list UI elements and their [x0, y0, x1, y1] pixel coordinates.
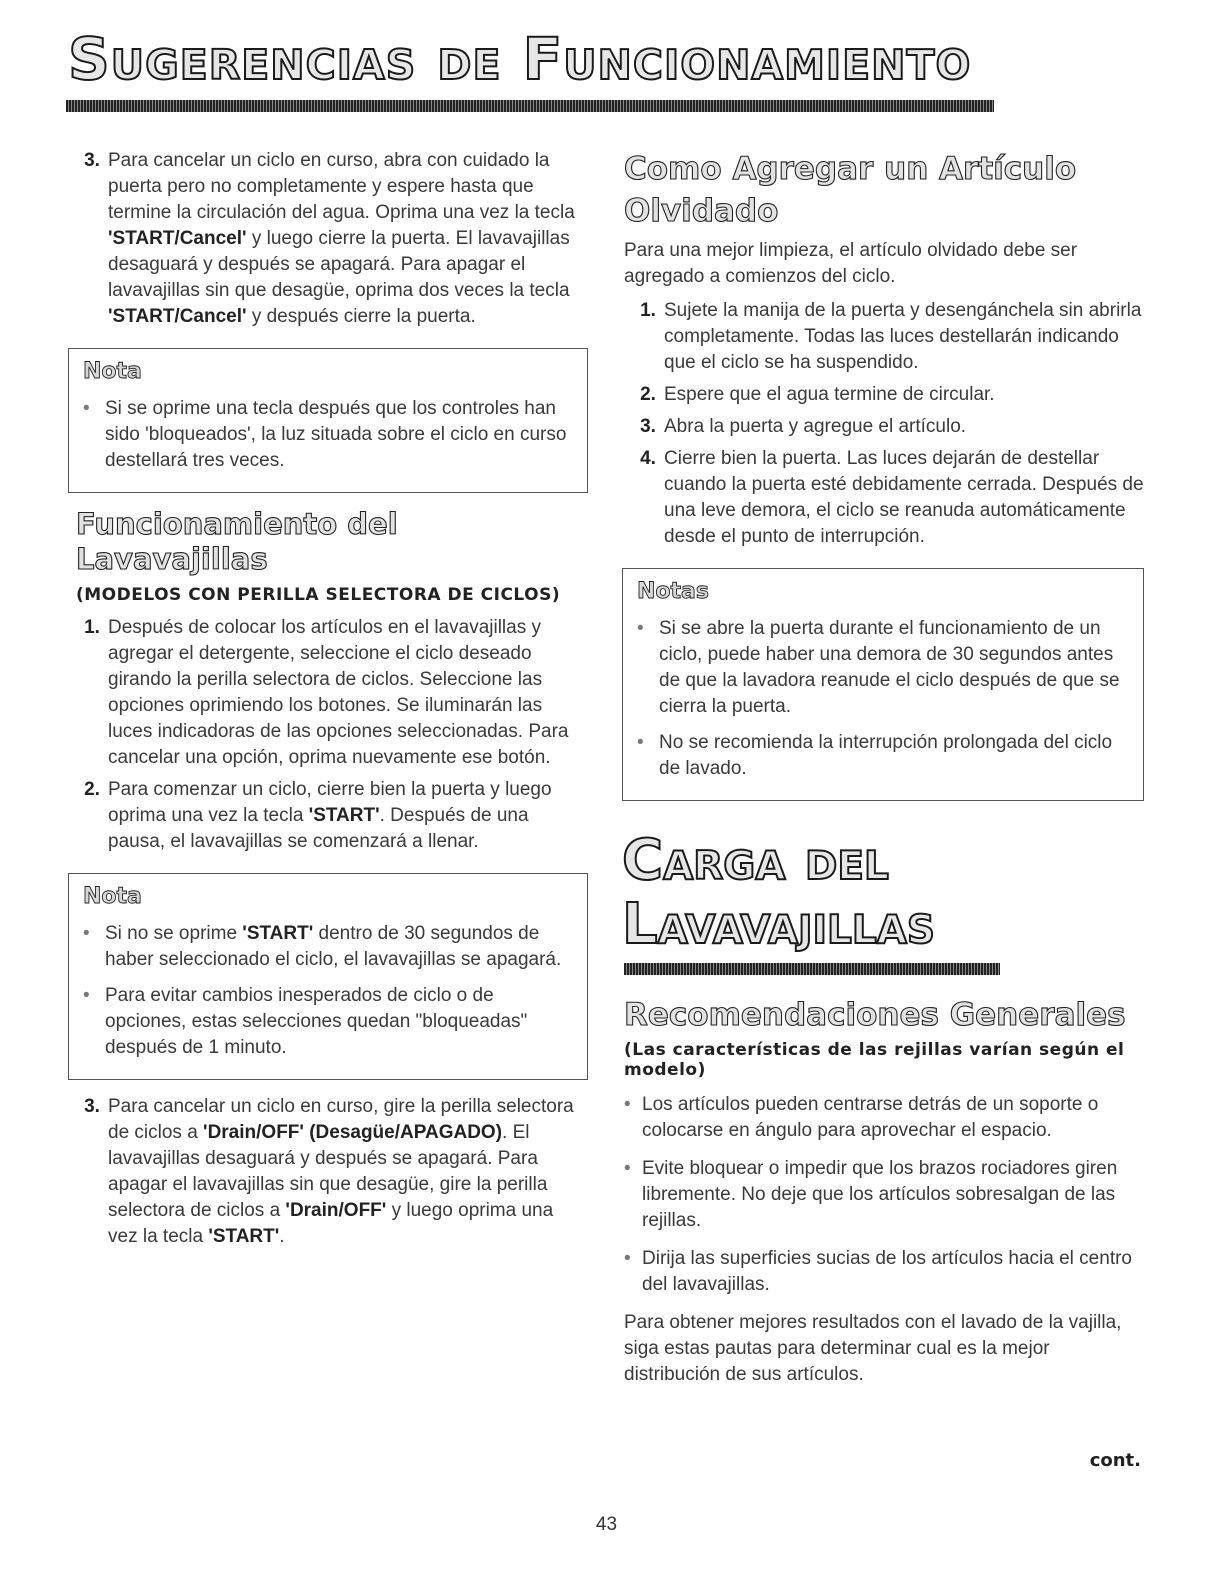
- list-item: [76, 615, 588, 771]
- item-text: Evite bloquear o impedir que los brazos rociadores giren libremente. No deje que los artículos sobresalgan de las rejillas.: [642, 1158, 1118, 1232]
- note-list: [637, 616, 1129, 782]
- note-box: [68, 873, 588, 1080]
- note-text: [105, 921, 573, 973]
- note-item: [637, 616, 1129, 720]
- text-run: y luego cierre la puerta. El lavavajillas desaguará y después se apagará. Para apagar el lavavajillas sin que desagüe, oprima dos veces la tecla: [108, 228, 570, 301]
- note-text: No se recomienda la interrupción prolongada del ciclo de lavado.: [659, 732, 1113, 779]
- chapter-title-line: Carga del: [622, 828, 889, 893]
- step-text: Espere que el agua termine de circular.: [664, 384, 995, 405]
- bullet-icon: •: [83, 398, 90, 419]
- section-subtitle: (MODELOS CON PERILLA SELECTORA DE CICLOS): [76, 584, 561, 605]
- list-item: [624, 1092, 1144, 1144]
- step-number: 3.: [84, 1095, 100, 1117]
- forgotten-item-steps: [624, 298, 1144, 550]
- bullet-icon: •: [83, 922, 90, 944]
- note-title: Notas: [637, 579, 709, 604]
- text-run: .: [279, 1225, 285, 1247]
- item-text: Dirija las superficies sucias de los artículos hacia el centro del lavavajillas.: [642, 1248, 1132, 1296]
- text-run: y luego oprima una vez la tecla: [108, 1199, 554, 1247]
- list-item: [624, 1246, 1144, 1298]
- note-text: Si se oprime una tecla después que los controles han sido 'bloqueados', la luz situada sobre el ciclo en curso destellará tres veces.: [105, 398, 567, 471]
- step-number: 2.: [84, 778, 100, 800]
- note-title: Nota: [83, 883, 142, 909]
- bullet-icon: •: [624, 1158, 631, 1180]
- list-item: [632, 382, 1144, 408]
- step-text: Abra la puerta y agregue el artículo.: [664, 416, 967, 437]
- left-column: [76, 148, 588, 1256]
- key-label: 'START': [242, 922, 314, 944]
- recommendations-list: [624, 1092, 1144, 1298]
- notes-box: [622, 568, 1144, 801]
- step-number: 2.: [640, 384, 656, 405]
- text-run: y después cierre la puerta.: [246, 306, 476, 327]
- list-item: [632, 298, 1144, 376]
- step-number: 1.: [640, 300, 656, 321]
- key-label: 'START/Cancel': [108, 228, 247, 249]
- note-list: [83, 396, 573, 474]
- step-text: [108, 1094, 588, 1250]
- step-text: [108, 148, 588, 330]
- text-run: Para cancelar un ciclo en curso, gire la perilla selectora de ciclos a: [108, 1095, 574, 1143]
- cancel-steps: [76, 1094, 588, 1250]
- list-item: [632, 414, 1144, 440]
- page-number: 43: [595, 1514, 618, 1535]
- chapter-rule: [624, 963, 1000, 975]
- key-label: 'Drain/OFF': [285, 1199, 387, 1221]
- section-title: Recomendaciones Generales: [624, 997, 1126, 1033]
- note-text: Si se abre la puerta durante el funcionamiento de un ciclo, puede haber una demora de 30 segundos antes de que la lavadora reanude el ciclo después de que se cierra la puerta.: [659, 618, 1120, 717]
- note-item: [83, 983, 573, 1061]
- page-title: [68, 25, 972, 93]
- text-run: Para cancelar un ciclo en curso, abra con cuidado la puerta pero no completamente y espere hasta que termine la circulación del agua. Oprima una vez la tecla: [108, 150, 575, 223]
- step-text: [108, 777, 588, 855]
- bullet-icon: •: [637, 618, 644, 639]
- text-run: . Después de una pausa, el lavavajillas se comenzará a llenar.: [108, 804, 529, 852]
- step-number: 4.: [640, 448, 656, 469]
- list-item: [632, 446, 1144, 550]
- step-text: Cierre bien la puerta. Las luces dejarán de destellar cuando la puerta esté debidamente cerrada. Después de una leve demora, el ciclo se reanuda automáticamente desde el punto de interrupción.: [664, 448, 1144, 547]
- section-title: Funcionamiento del Lavavajillas: [76, 507, 398, 576]
- intro-text: Para una mejor limpieza, el artículo olvidado debe ser agregado a comienzos del ciclo.: [624, 240, 1078, 287]
- note-box: [68, 348, 588, 493]
- closing-text: Para obtener mejores resultados con el lavado de la vajilla, siga estas pautas para determinar cual es la mejor distribución de sus artículos.: [624, 1312, 1122, 1386]
- title-rule: [66, 100, 994, 112]
- note-text: Para evitar cambios inesperados de ciclo o de opciones, estas selecciones quedan "bloqueadas" después de 1 minuto.: [105, 984, 528, 1058]
- list-item: [76, 148, 588, 330]
- note-list: [83, 921, 573, 1061]
- continued-label: cont.: [1089, 1450, 1141, 1471]
- list-item: [76, 1094, 588, 1250]
- list-item: [76, 777, 588, 855]
- text-run: Para comenzar un ciclo, cierre bien la puerta y luego oprima una vez la tecla: [108, 778, 552, 826]
- right-column: [624, 148, 1144, 1388]
- note-item: [637, 730, 1129, 782]
- key-label: 'Drain/OFF' (Desagüe/APAGADO): [203, 1121, 503, 1143]
- step-text: Después de colocar los artículos en el lavavajillas y agregar el detergente, seleccione el ciclo deseado girando la perilla selectora de ciclos. Seleccione las opciones oprimiendo los botones. Se iluminarán las luces indicadoras de las opciones seleccionadas. Para cancelar una opción, oprima nuevamente ese botón.: [108, 616, 569, 768]
- step-number: 3.: [84, 150, 100, 171]
- cancel-intro-list: [76, 148, 588, 330]
- list-item: [624, 1156, 1144, 1234]
- page-title-text: Sugerencias de Funcionamiento: [68, 25, 972, 93]
- bullet-icon: •: [624, 1094, 631, 1116]
- text-run: . El lavavajillas desaguará y después se apagará. Para apagar el lavavajillas sin que desagüe, gire la perilla selectora de ciclos a: [108, 1121, 548, 1221]
- section-title: Como Agregar un Artículo Olvidado: [624, 151, 1077, 229]
- bullet-icon: •: [624, 1248, 631, 1270]
- key-label: 'START': [208, 1225, 280, 1247]
- operation-steps: [76, 615, 588, 855]
- bullet-icon: •: [637, 732, 644, 753]
- note-title: Nota: [83, 359, 142, 384]
- text-run: Si no se oprime: [105, 922, 243, 944]
- text-run: dentro de 30 segundos de haber seleccionado el ciclo, el lavavajillas se apagará.: [105, 922, 562, 970]
- key-label: 'START': [308, 804, 380, 826]
- key-label: 'START/Cancel': [108, 306, 247, 327]
- note-item: [83, 396, 573, 474]
- chapter-title: [622, 829, 1144, 957]
- bullet-icon: •: [83, 984, 90, 1006]
- section-subtitle: (Las características de las rejillas varían según el modelo): [624, 1040, 1125, 1081]
- note-item: [83, 921, 573, 973]
- step-number: 3.: [640, 416, 656, 437]
- step-number: 1.: [84, 616, 100, 638]
- item-text: Los artículos pueden centrarse detrás de un soporte o colocarse en ángulo para aprovechar el espacio.: [642, 1094, 1099, 1142]
- chapter-title-line: Lavavajillas: [622, 892, 936, 957]
- step-text: Sujete la manija de la puerta y desengánchela sin abrirla completamente. Todas las luces destellarán indicando que el ciclo se ha suspendido.: [664, 300, 1142, 373]
